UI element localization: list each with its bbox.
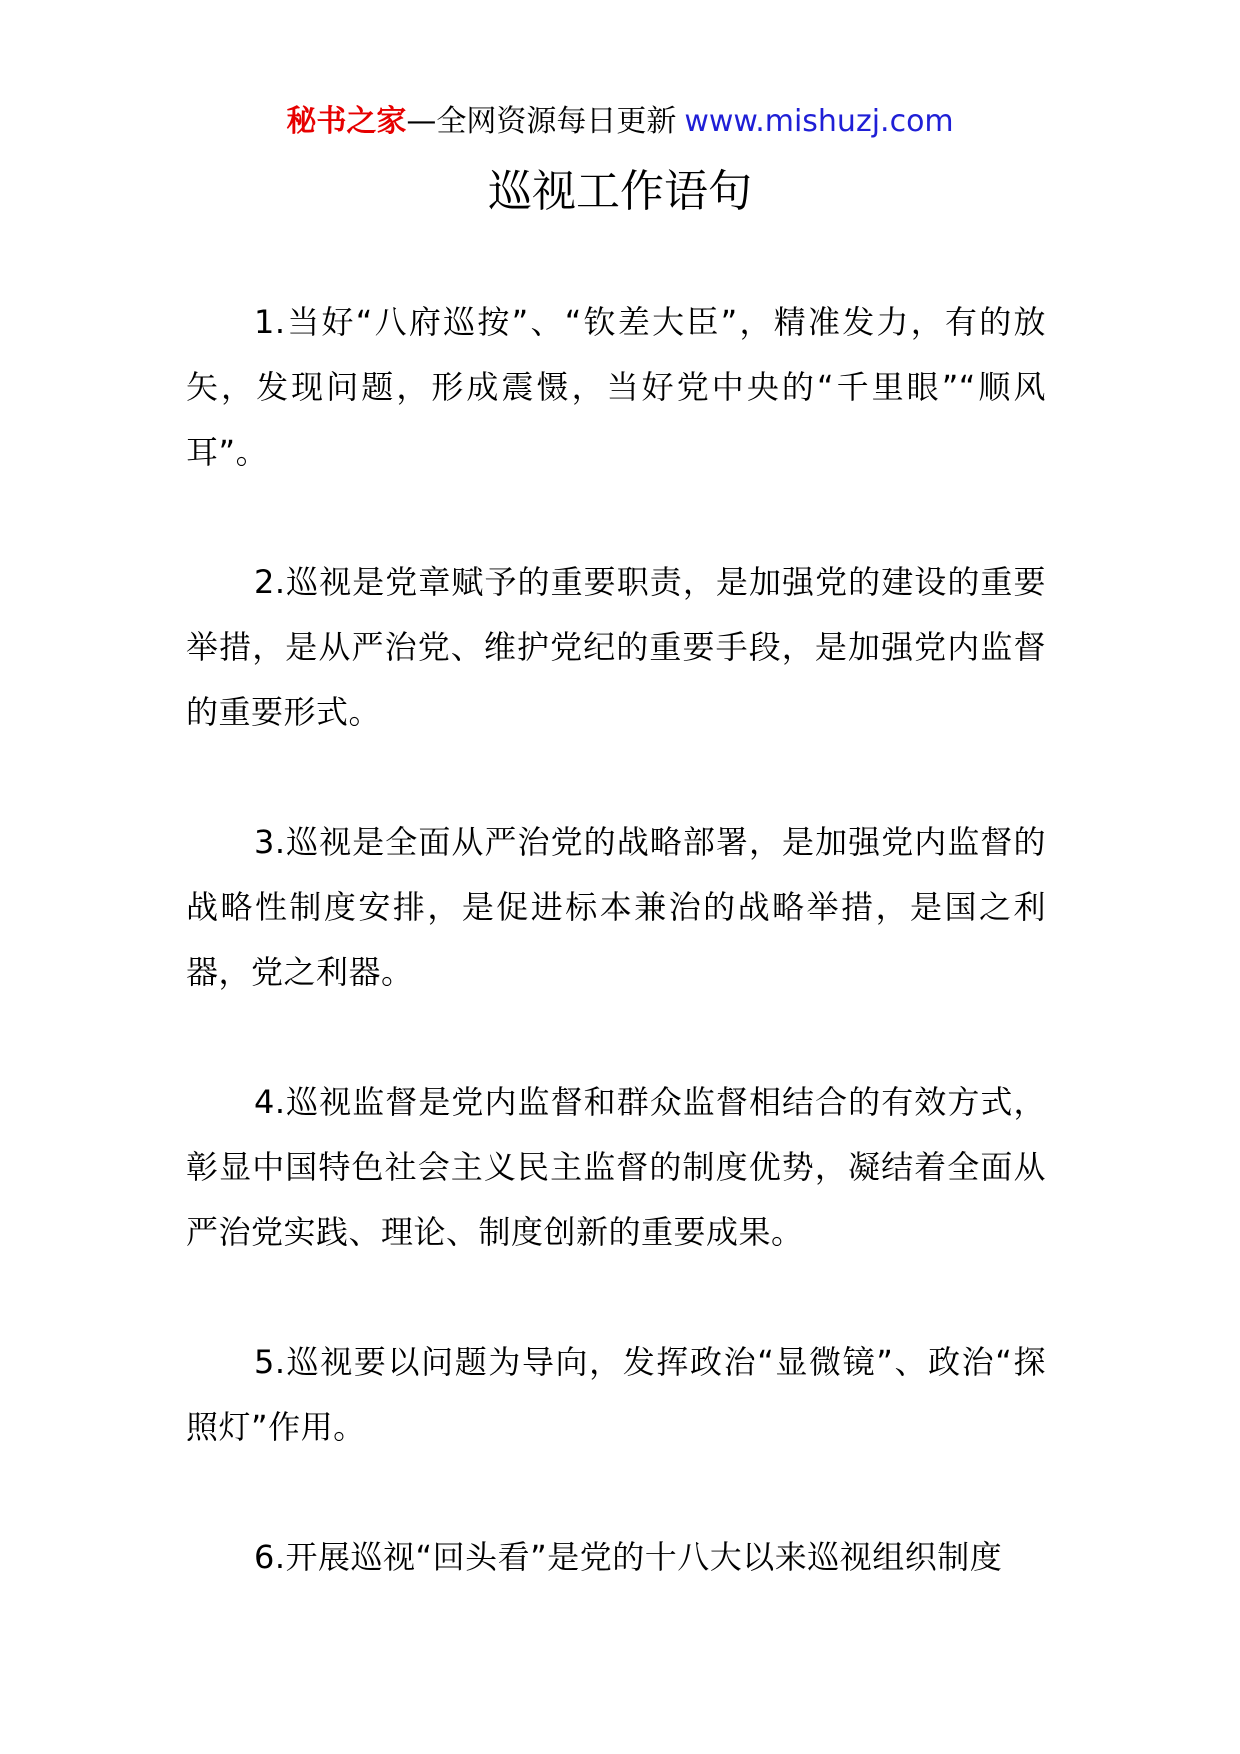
document-body bbox=[186, 290, 1046, 1655]
paragraph-1: 1.当好“八府巡按”、“钦差大臣”，精准发力，有的放矢，发现问题，形成震慑，当好党中央的“千里眼”“顺风耳”。 bbox=[186, 303, 1046, 471]
paragraph-5: 5.巡视要以问题为导向，发挥政治“显微镜”、政治“探照灯”作用。 bbox=[186, 1343, 1046, 1446]
brand-name: 秘书之家 bbox=[286, 104, 407, 139]
paragraph-3: 3.巡视是全面从严治党的战略部署，是加强党内监督的战略性制度安排，是促进标本兼治的战略举措，是国之利器，党之利器。 bbox=[186, 823, 1046, 991]
paragraph-2: 2.巡视是党章赋予的重要职责，是加强党的建设的重要举措，是从严治党、维护党纪的重要手段，是加强党内监督的重要形式。 bbox=[186, 563, 1046, 731]
document-title: 巡视工作语句 bbox=[488, 166, 752, 217]
site-slogan: —全网资源每日更新 bbox=[406, 104, 677, 139]
paragraph-4: 4.巡视监督是党内监督和群众监督相结合的有效方式，彰显中国特色社会主义民主监督的制度优势，凝结着全面从严治党实践、理论、制度创新的重要成果。 bbox=[186, 1083, 1046, 1251]
paragraph-6: 6.开展巡视“回头看”是党的十八大以来巡视组织制度 bbox=[254, 1538, 1003, 1576]
site-header bbox=[0, 100, 1240, 144]
site-url-link[interactable]: www.mishuzj.com bbox=[684, 104, 954, 139]
